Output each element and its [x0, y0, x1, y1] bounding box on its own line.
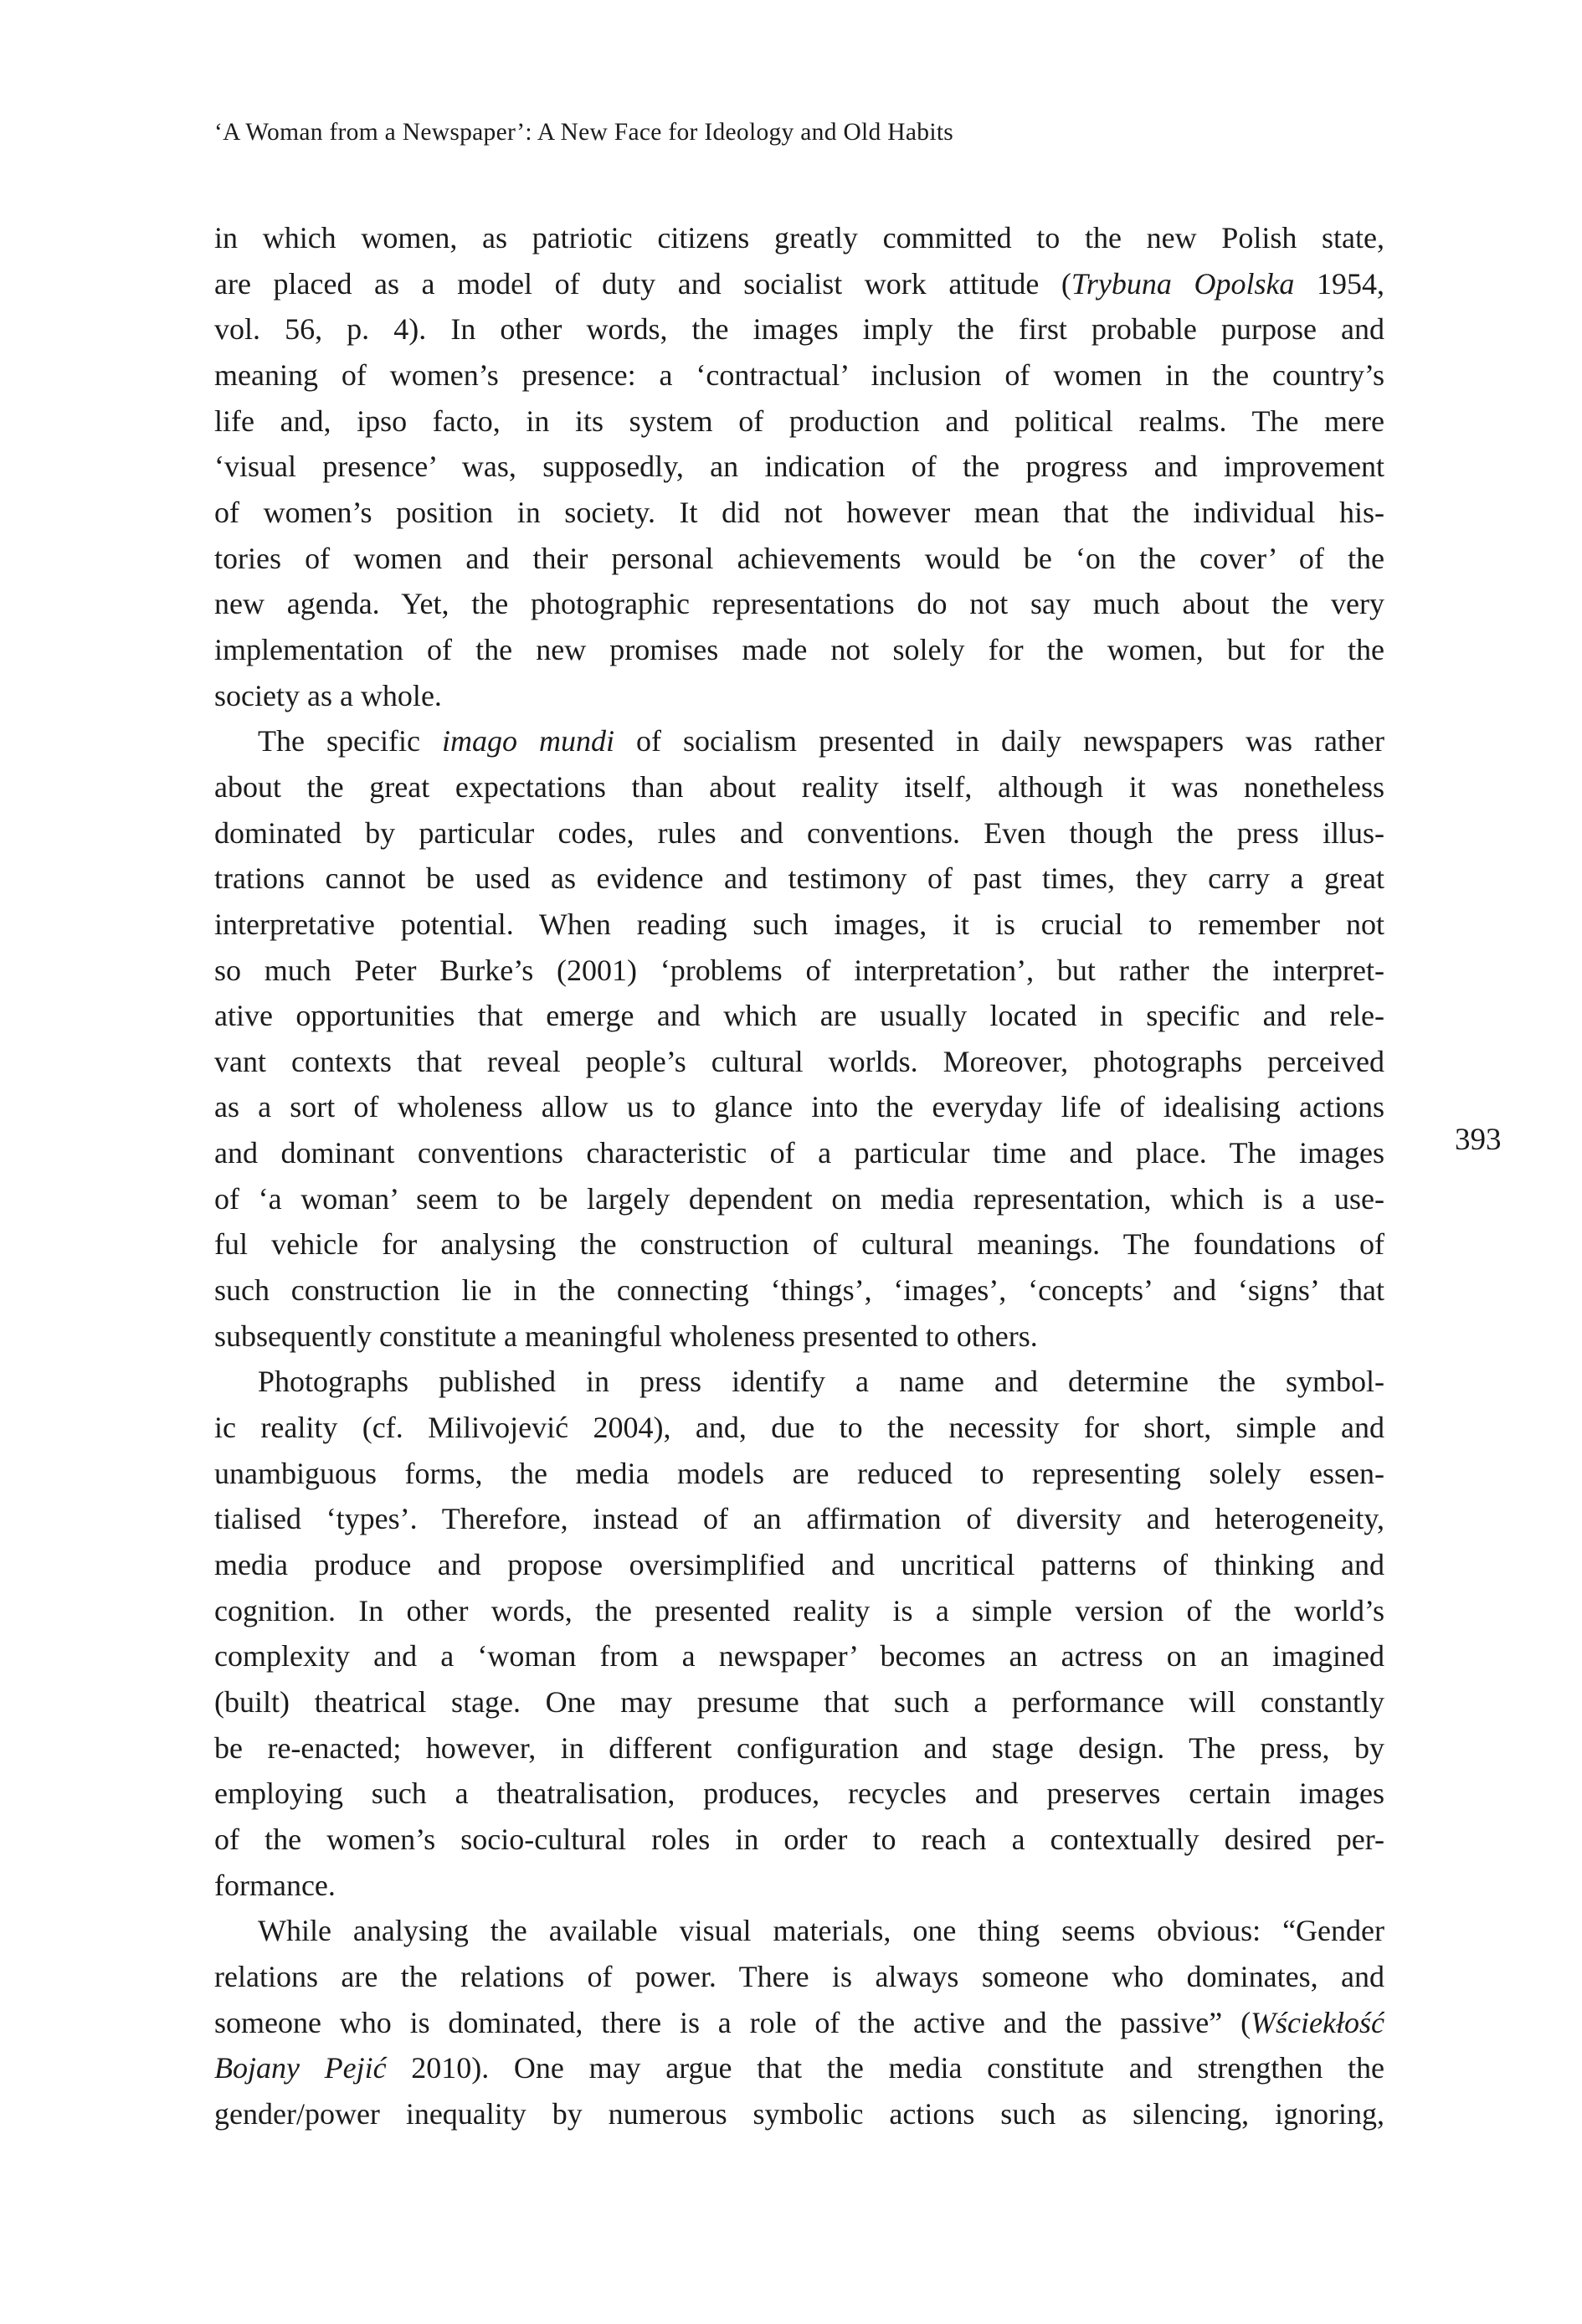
text-line — [214, 2045, 1384, 2091]
text-segment: 2010). One may argue that the media constitute and strengthen the — [386, 2051, 1384, 2085]
text-segment: complexity and a ‘woman from a newspaper’ becomes an actress on an imagined — [214, 1639, 1384, 1674]
text-line — [214, 1633, 1384, 1679]
text-line — [214, 673, 1384, 719]
text-line — [214, 2091, 1384, 2137]
text-line — [214, 764, 1384, 810]
text-segment: so much Peter Burke’s (2001) ‘problems of interpretation’, but rather the interpret- — [214, 953, 1384, 987]
text-line — [214, 1588, 1384, 1634]
text-line — [214, 1725, 1384, 1771]
text-segment: meaning of women’s presence: a ‘contractual’ inclusion of women in the country’s — [214, 357, 1384, 392]
text-segment: vant contexts that reveal people’s cultural worlds. Moreover, photographs perceived — [214, 1044, 1384, 1078]
paragraph-1 — [214, 215, 1384, 718]
text-segment: subsequently constitute a meaningful wholeness presented to others. — [214, 1319, 1038, 1353]
text-line — [214, 1954, 1384, 2000]
text-segment: relations are the relations of power. There is always someone who dominates, and — [214, 1959, 1384, 1993]
text-segment: unambiguous forms, the media models are reduced to representing solely essen- — [214, 1456, 1384, 1490]
text-line — [214, 856, 1384, 902]
text-line — [214, 1221, 1384, 1267]
text-line — [214, 352, 1384, 398]
text-segment: trations cannot be used as evidence and testimony of past times, they carry a great — [214, 861, 1384, 896]
text-line — [214, 1679, 1384, 1725]
text-line — [214, 1908, 1384, 1954]
page-number: 393 — [1455, 1123, 1502, 1157]
text-segment: 1954, — [1294, 266, 1384, 301]
text-line — [214, 627, 1384, 673]
text-line — [214, 398, 1384, 445]
text-line — [214, 1314, 1384, 1360]
text-segment: life and, ipso facto, in its system of production and political realms. The mere — [214, 404, 1384, 438]
text-segment: gender/power inequality by numerous symbolic actions such as silencing, ignoring, — [214, 2096, 1384, 2131]
text-segment: and dominant conventions characteristic of a particular time and place. The images — [214, 1136, 1384, 1170]
text-segment: society as a whole. — [214, 678, 442, 712]
text-segment: ful vehicle for analysing the construction of cultural meanings. The foundations of — [214, 1227, 1384, 1262]
text-line — [214, 1084, 1384, 1130]
text-line — [214, 1267, 1384, 1314]
text-segment: in which women, as patriotic citizens greatly committed to the new Polish state, — [214, 221, 1384, 255]
text-line — [214, 261, 1384, 307]
body-text — [214, 215, 1384, 2137]
text-segment: someone who is dominated, there is a role of the active and the passive” ( — [214, 2005, 1251, 2039]
text-segment: ic reality (cf. Milivojević 2004), and, due to the necessity for short, simple and — [214, 1411, 1384, 1445]
text-segment: implementation of the new promises made not solely for the women, but for the — [214, 632, 1384, 666]
text-line — [214, 1130, 1384, 1176]
text-segment: vol. 56, p. 4). In other words, the images imply the first probable purpose and — [214, 312, 1384, 347]
text-segment: of the women’s socio-cultural roles in order to reach a contextually desired per- — [214, 1822, 1384, 1856]
text-segment: tialised ‘types’. Therefore, instead of an affirmation of diversity and heterogeneity, — [214, 1502, 1384, 1536]
text-segment: The specific — [258, 724, 442, 758]
text-line — [214, 490, 1384, 536]
text-segment: new agenda. Yet, the photographic representations do not say much about the very — [214, 587, 1384, 621]
text-segment: such construction lie in the connecting ‘things’, ‘images’, ‘concepts’ and ‘signs’ that — [214, 1273, 1384, 1308]
paragraph-2 — [214, 718, 1384, 1359]
italic-text: Wściekłość — [1251, 2005, 1384, 2039]
text-segment: cognition. In other words, the presented reality is a simple version of the world’s — [214, 1593, 1384, 1627]
text-line — [214, 1451, 1384, 1497]
text-segment: about the great expectations than about reality itself, although it was nonetheless — [214, 769, 1384, 804]
text-segment: interpretative potential. When reading such images, it is crucial to remember not — [214, 907, 1384, 941]
paragraph-3 — [214, 1359, 1384, 1908]
text-line — [214, 1542, 1384, 1588]
text-segment: dominated by particular codes, rules and conventions. Even though the press illus- — [214, 815, 1384, 850]
text-line — [214, 948, 1384, 994]
text-segment: Photographs published in press identify a name and determine the symbol- — [258, 1365, 1384, 1399]
text-line — [214, 581, 1384, 627]
text-line — [214, 1817, 1384, 1863]
text-segment: (built) theatrical stage. One may presume that such a performance will constantly — [214, 1685, 1384, 1719]
italic-text: imago mundi — [441, 724, 614, 758]
text-line — [214, 1496, 1384, 1542]
text-segment: of women’s position in society. It did not however mean that the individual his- — [214, 495, 1384, 529]
text-segment: While analysing the available visual materials, one thing seems obvious: “Gender — [258, 1914, 1384, 1948]
text-segment: as a sort of wholeness allow us to glance into the everyday life of idealising actions — [214, 1090, 1384, 1124]
text-line — [214, 1771, 1384, 1817]
text-segment: ‘visual presence’ was, supposedly, an indication of the progress and improvement — [214, 450, 1384, 484]
italic-text: Bojany Pejić — [214, 2051, 387, 2085]
text-segment: media produce and propose oversimplified and uncritical patterns of thinking and — [214, 1548, 1384, 1582]
text-segment: ative opportunities that emerge and which are usually located in specific and rele- — [214, 999, 1384, 1033]
text-line — [214, 306, 1384, 352]
text-line — [214, 444, 1384, 490]
text-segment: employing such a theatralisation, produces, recycles and preserves certain images — [214, 1776, 1384, 1811]
running-header: ‘A Woman from a Newspaper’: A New Face for Ideology and Old Habits — [214, 119, 954, 146]
text-line — [214, 1039, 1384, 1085]
text-segment: formance. — [214, 1868, 336, 1902]
text-segment: of socialism presented in daily newspapers was rather — [614, 724, 1384, 758]
text-line — [214, 2000, 1384, 2046]
text-segment: of ‘a woman’ seem to be largely dependent on media representation, which is a use- — [214, 1181, 1384, 1216]
text-line — [214, 215, 1384, 261]
text-line — [214, 536, 1384, 582]
text-line — [214, 1863, 1384, 1909]
text-segment: are placed as a model of duty and socialist work attitude ( — [214, 266, 1071, 301]
italic-text: Trybuna Opolska — [1071, 266, 1295, 301]
text-line — [214, 810, 1384, 856]
text-line — [214, 902, 1384, 948]
text-segment: be re-enacted; however, in different configuration and stage design. The press, by — [214, 1730, 1384, 1765]
text-line — [214, 1359, 1384, 1405]
text-segment: tories of women and their personal achievements would be ‘on the cover’ of the — [214, 541, 1384, 575]
text-line — [214, 993, 1384, 1039]
text-line — [214, 1176, 1384, 1222]
text-line — [214, 718, 1384, 764]
paragraph-4 — [214, 1908, 1384, 2136]
text-line — [214, 1405, 1384, 1451]
